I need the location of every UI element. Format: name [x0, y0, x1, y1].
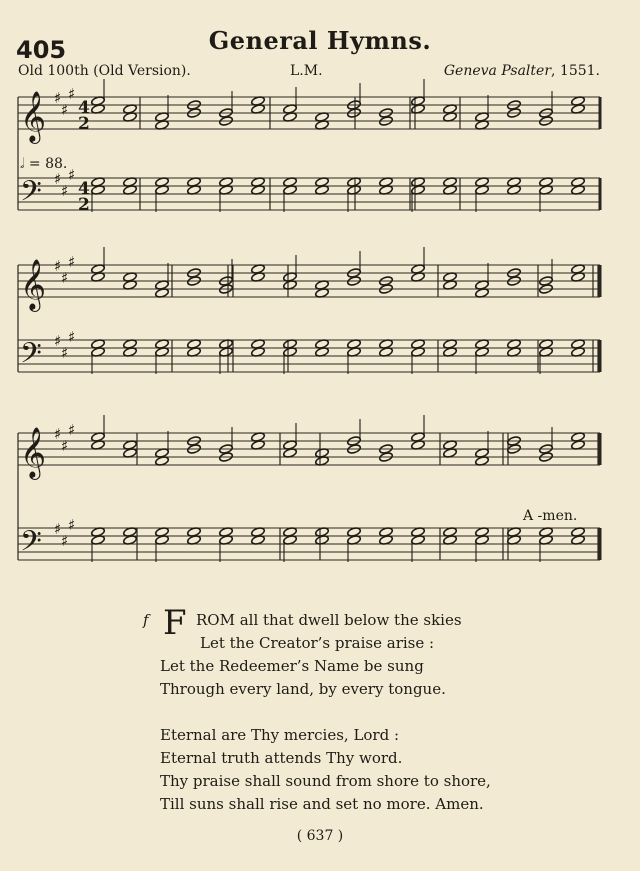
stanza-line: Let the Redeemer’s Name be sung: [160, 657, 424, 675]
stanza-line: Eternal truth attends Thy word.: [160, 749, 403, 767]
sharp-icon: ♯: [61, 101, 69, 119]
metre: L.M.: [290, 63, 323, 79]
sharp-icon: ♯: [68, 516, 76, 534]
tune-name: Old 100th (Old Version).: [18, 63, 191, 79]
bass-clef-icon: 𝄢: [20, 525, 42, 565]
dynamic-marking: f: [143, 611, 149, 629]
sharp-icon: ♯: [54, 520, 62, 538]
hymn-number: 405: [16, 36, 67, 64]
section-title: General Hymns.: [208, 26, 432, 55]
time-signature: 4: [78, 179, 90, 199]
sharp-icon: ♯: [68, 253, 76, 271]
sharp-icon: ♯: [68, 85, 76, 103]
time-signature: 2: [78, 114, 90, 134]
treble-clef-icon: 𝄞: [20, 427, 47, 478]
page-number: ( 637 ): [296, 828, 344, 844]
stanza-2: [160, 724, 491, 816]
stanza-line: Eternal are Thy mercies, Lord :: [160, 726, 400, 744]
sharp-icon: ♯: [68, 166, 76, 184]
stanza-line: Let the Creator’s praise arise :: [200, 634, 435, 652]
stanza-line: Till suns shall rise and set no more. Amen.: [160, 795, 484, 813]
sharp-icon: ♯: [54, 257, 62, 275]
sharp-icon: ♯: [61, 182, 69, 200]
source-year: , 1551.: [551, 63, 600, 79]
drop-cap: F: [163, 603, 187, 643]
bass-clef-icon: 𝄢: [20, 337, 42, 377]
source-name: Geneva Psalter: [443, 63, 552, 79]
tempo-marking: 𝅗𝅥 = 88.: [20, 156, 68, 172]
sharp-icon: ♯: [61, 344, 69, 362]
sharp-icon: ♯: [61, 437, 69, 455]
sharp-icon: ♯: [61, 532, 69, 550]
sharp-icon: ♯: [61, 269, 69, 287]
sharp-icon: ♯: [68, 328, 76, 346]
sharp-icon: ♯: [54, 425, 62, 443]
stanza-line: Through every land, by every tongue.: [160, 680, 446, 698]
sharp-icon: ♯: [68, 421, 76, 439]
treble-clef-icon: 𝄞: [20, 259, 47, 310]
stanza-1: [160, 609, 462, 701]
note-heads: [91, 79, 586, 562]
stanza-line: ROM all that dwell below the skies: [196, 611, 462, 629]
stanza-line: Thy praise shall sound from shore to shore,: [160, 772, 491, 790]
amen-lyric: A -men.: [523, 508, 578, 524]
sharp-icon: ♯: [54, 170, 62, 188]
time-signature: 4: [78, 98, 90, 118]
sharp-icon: ♯: [54, 89, 62, 107]
staff-lines: [18, 85, 600, 565]
sharp-icon: ♯: [54, 332, 62, 350]
treble-clef-icon: 𝄞: [20, 91, 47, 142]
bass-clef-icon: 𝄢: [20, 175, 42, 215]
time-signature: 2: [78, 195, 90, 215]
